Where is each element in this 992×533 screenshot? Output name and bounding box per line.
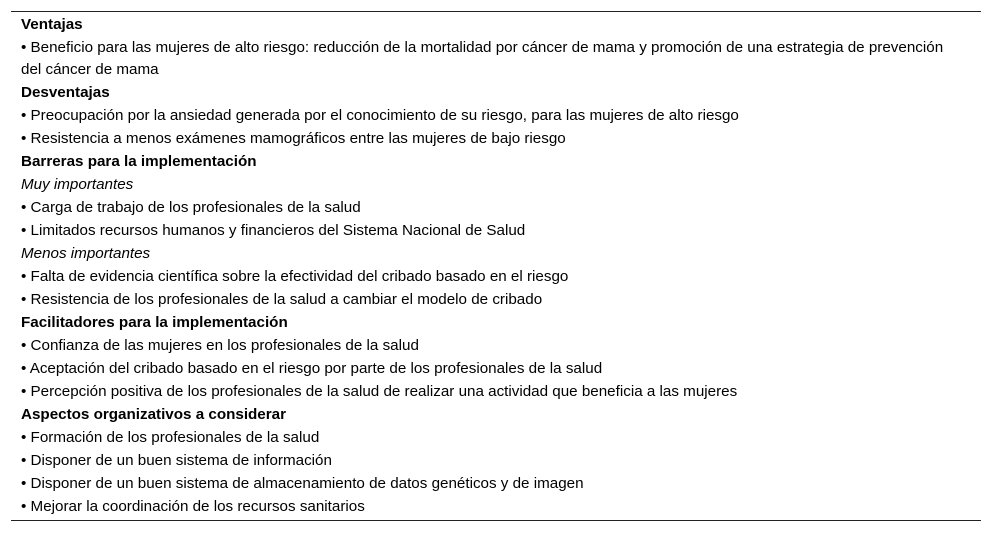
list-item: • Disponer de un buen sistema de información bbox=[21, 452, 332, 469]
list-item: • Resistencia a menos exámenes mamográficos entre las mujeres de bajo riesgo bbox=[21, 130, 566, 147]
list-item: • Aceptación del cribado basado en el riesgo por parte de los profesionales de la salud bbox=[21, 360, 603, 377]
subheading-menos-importantes: Menos importantes bbox=[21, 245, 151, 262]
list-item: • Beneficio para las mujeres de alto riesgo: reducción de la mortalidad por cáncer de mama y promoción de una estrategia de prevención del cáncer de mama bbox=[21, 39, 944, 78]
list-item: • Limitados recursos humanos y financieros del Sistema Nacional de Salud bbox=[21, 222, 526, 239]
list-item: • Falta de evidencia científica sobre la efectividad del cribado basado en el riesgo bbox=[21, 268, 569, 285]
list-item: • Confianza de las mujeres en los profesionales de la salud bbox=[21, 337, 419, 354]
list-item: • Percepción positiva de los profesionales de la salud de realizar una actividad que beneficia a las mujeres bbox=[21, 383, 738, 400]
list-item: • Formación de los profesionales de la salud bbox=[21, 429, 320, 446]
list-item: • Preocupación por la ansiedad generada por el conocimiento de su riesgo, para las mujeres de alto riesgo bbox=[21, 107, 739, 124]
list-item: • Disponer de un buen sistema de almacenamiento de datos genéticos y de imagen bbox=[21, 475, 584, 492]
section-heading-barreras: Barreras para la implementación bbox=[21, 153, 257, 170]
list-item: • Carga de trabajo de los profesionales de la salud bbox=[21, 199, 361, 216]
list-item: • Mejorar la coordinación de los recursos sanitarios bbox=[21, 498, 365, 515]
list-item: • Resistencia de los profesionales de la salud a cambiar el modelo de cribado bbox=[21, 291, 543, 308]
section-heading-ventajas: Ventajas bbox=[21, 16, 83, 33]
summary-table bbox=[11, 11, 981, 521]
section-heading-aspectos: Aspectos organizativos a considerar bbox=[21, 406, 287, 423]
subheading-muy-importantes: Muy importantes bbox=[21, 176, 134, 193]
section-heading-facilitadores: Facilitadores para la implementación bbox=[21, 314, 288, 331]
section-heading-desventajas: Desventajas bbox=[21, 84, 110, 101]
table-cell bbox=[21, 13, 961, 518]
